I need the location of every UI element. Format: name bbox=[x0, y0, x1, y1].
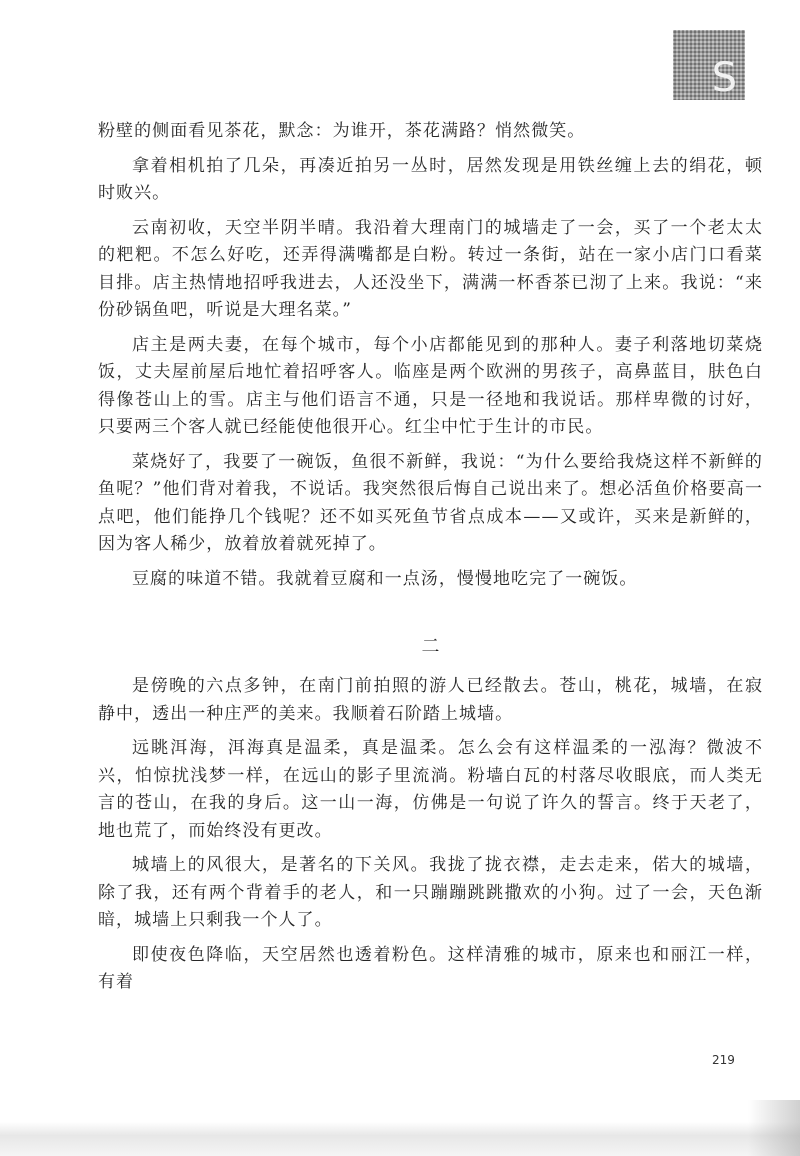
paragraph: 菜烧好了，我要了一碗饭，鱼很不新鲜，我说：“为什么要给我烧这样不新鲜的鱼呢？”他们背对着我，不说话。我突然很后悔自己说出来了。想必活鱼价格要高一点吧，他们能挣几个钱呢？还不如买死鱼节省点成本——又或许，买来是新鲜的，因为客人稀少，放着放着就死掉了。 bbox=[98, 451, 763, 554]
paragraphs-part-2 bbox=[98, 673, 763, 997]
paragraph: 拿着相机拍了几朵，再凑近拍另一丛时，居然发现是用铁丝缠上去的绢花，顿时败兴。 bbox=[98, 155, 763, 203]
paragraph: 城墙上的风很大，是著名的下关风。我拢了拢衣襟，走去走来，偌大的城墙，除了我，还有两个背着手的老人，和一只蹦蹦跳跳撒欢的小狗。过了一会，天色渐暗，城墙上只剩我一个人了。 bbox=[98, 855, 763, 930]
paragraph: 店主是两夫妻，在每个城市，每个小店都能见到的那种人。妻子利落地切菜烧饭，丈夫屋前屋后地忙着招呼客人。临座是两个欧洲的男孩子，高鼻蓝目，肤色白得像苍山上的雪。店主与他们语言不通，只是一径地和我说话。那样卑微的讨好，只要两三个客人就已经能使他很开心。红尘中忙于生计的市民。 bbox=[98, 334, 763, 437]
paragraph: 是傍晚的六点多钟，在南门前拍照的游人已经散去。苍山，桃花，城墙，在寂静中，透出一种庄严的美来。我顺着石阶踏上城墙。 bbox=[98, 676, 763, 724]
paragraph: 豆腐的味道不错。我就着豆腐和一点汤，慢慢地吃完了一碗饭。 bbox=[132, 568, 638, 589]
paragraphs-part-1 bbox=[98, 118, 763, 593]
corner-section-tab bbox=[673, 30, 745, 100]
paragraph: 粉壁的侧面看见茶花，默念：为谁开，茶花满路？悄然微笑。 bbox=[98, 121, 586, 141]
paragraph: 即使夜色降临，天空居然也透着粉色。这样清雅的城市，原来也和丽江一样，有着 bbox=[98, 944, 763, 992]
page-number: 219 bbox=[712, 1053, 735, 1067]
section-number: 二 bbox=[421, 636, 440, 657]
scan-corner-shadow bbox=[748, 1100, 800, 1156]
paragraph: 远眺洱海，洱海真是温柔，真是温柔。怎么会有这样温柔的一泓海？微波不兴，怕惊扰浅梦一样，在远山的影子里流淌。粉墙白瓦的村落尽收眼底，而人类无言的苍山，在我的身后。这一山一海，仿佛是一句说了许久的誓言。终于天老了，地也荒了，而始终没有更改。 bbox=[98, 738, 763, 841]
paragraph: 云南初收，天空半阴半晴。我沿着大理南门的城墙走了一会，买了一个老太太的粑粑。不怎么好吃，还弄得满嘴都是白粉。转过一条街，站在一家小店门口看菜目排。店主热情地招呼我进去，人还没坐下，满满一杯香茶已沏了上来。我说：“来份砂锅鱼吧，听说是大理名菜。” bbox=[98, 217, 763, 320]
scan-bottom-edge bbox=[0, 1122, 800, 1156]
body-text bbox=[98, 118, 763, 1004]
corner-letter: S bbox=[711, 55, 737, 100]
